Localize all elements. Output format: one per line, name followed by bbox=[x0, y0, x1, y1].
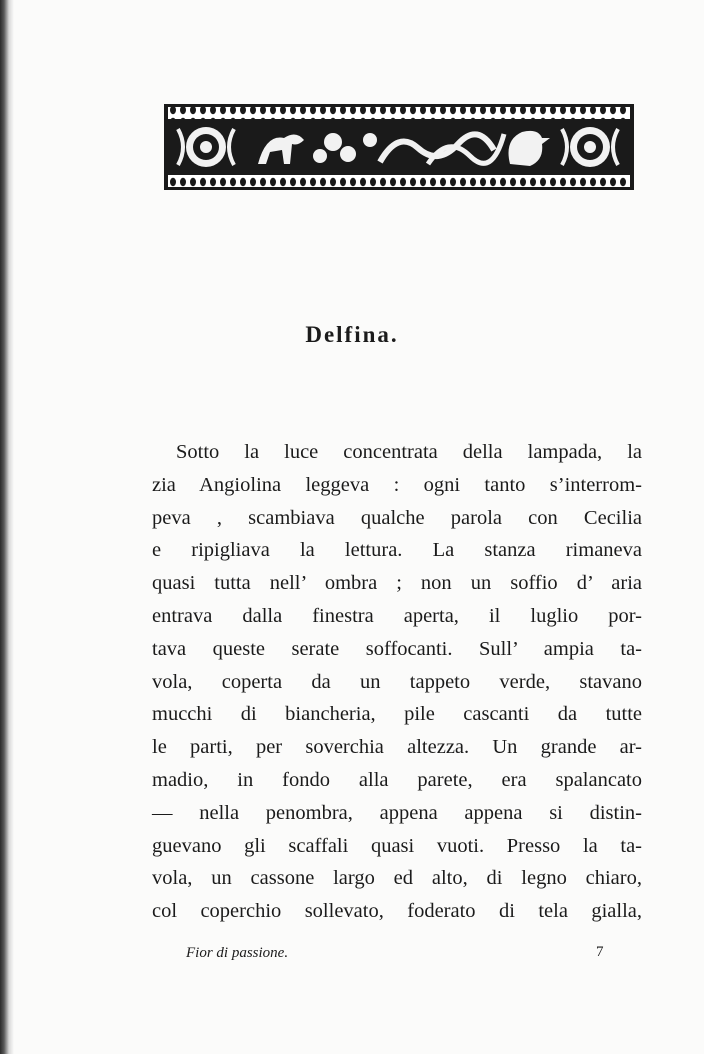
text-line: mucchi di biancheria, pile cascanti da tutte bbox=[152, 703, 642, 726]
text-line: col coperchio sollevato, foderato di tela gialla, bbox=[152, 900, 642, 923]
page-number: 7 bbox=[596, 944, 604, 960]
running-footer-title: Fior di passione. bbox=[186, 945, 289, 961]
text-line: Sotto la luce concentrata della lampada, la bbox=[176, 441, 642, 463]
text-line: vola, coperta da un tappeto verde, stavano bbox=[152, 670, 642, 693]
chapter-title: Delfina. bbox=[305, 322, 399, 347]
text-line: zia Angiolina leggeva : ogni tanto s’interrom- bbox=[152, 473, 642, 496]
body-paragraph bbox=[152, 436, 642, 928]
text-line: e ripigliava la lettura. La stanza rimaneva bbox=[152, 539, 642, 562]
page-binding-edge bbox=[0, 0, 14, 1054]
text-line: vola, un cassone largo ed alto, di legno chiaro, bbox=[152, 867, 642, 890]
text-line: guevano gli scaffali quasi vuoti. Presso la ta- bbox=[152, 834, 642, 857]
text-line: peva , scambiava qualche parola con Cecilia bbox=[152, 506, 642, 529]
text-line: entrava dalla finestra aperta, il luglio por- bbox=[152, 604, 642, 627]
text-line: le parti, per soverchia altezza. Un grande ar- bbox=[152, 736, 642, 759]
text-line: — nella penombra, appena appena si distin- bbox=[152, 801, 642, 824]
text-line: madio, in fondo alla parete, era spalancato bbox=[152, 768, 642, 791]
decorative-headpiece-icon bbox=[158, 104, 640, 190]
text-line: quasi tutta nell’ ombra ; non un soffio d’ aria bbox=[152, 572, 642, 595]
text-line: tava queste serate soffocanti. Sull’ ampia ta- bbox=[152, 637, 642, 660]
